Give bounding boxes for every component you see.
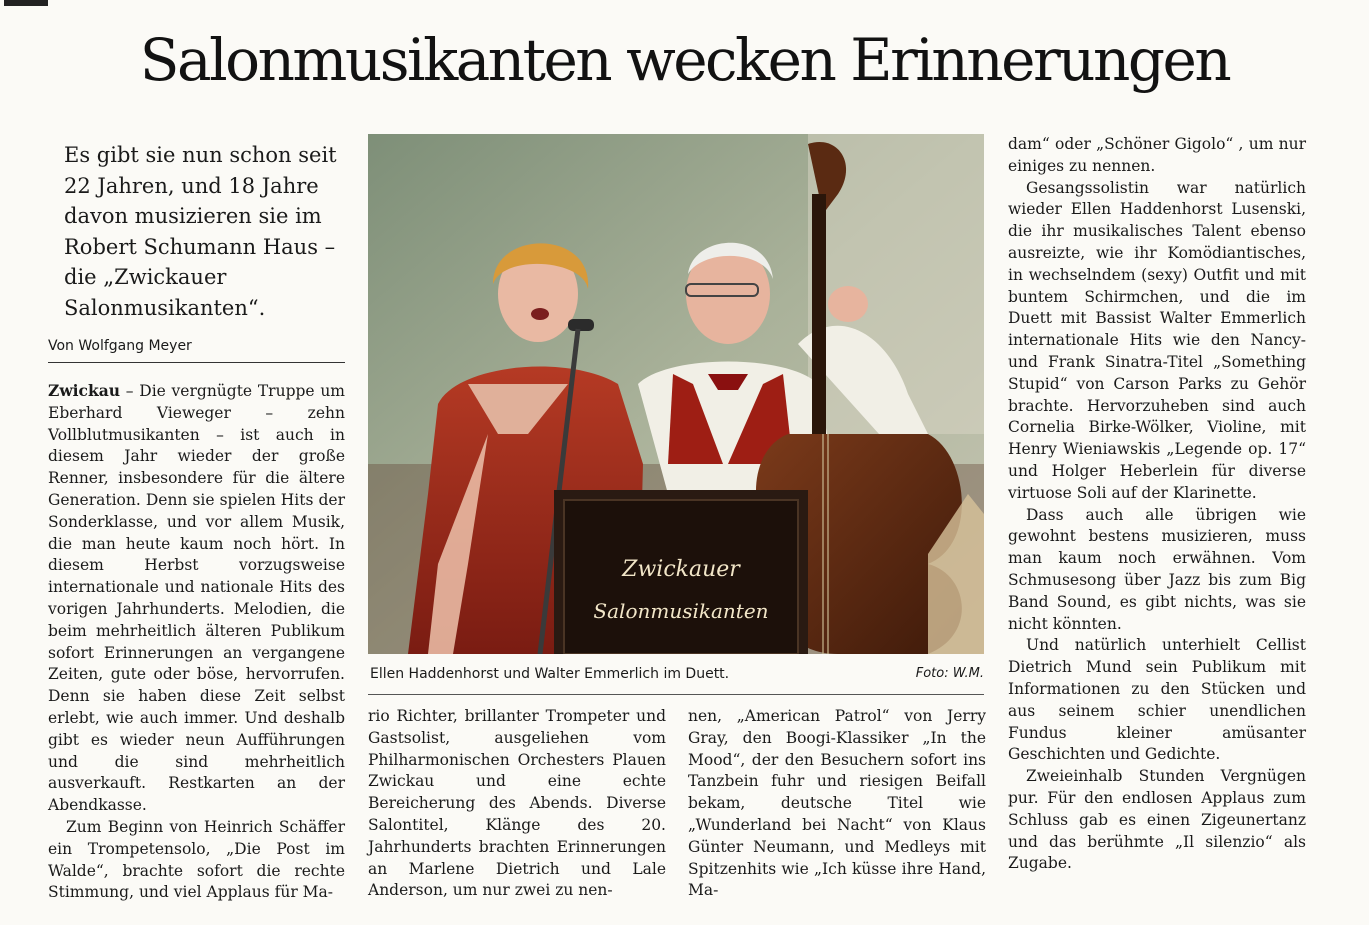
stand-lettering-line-2: Salonmusikanten (593, 599, 769, 623)
dateline: Zwickau (48, 381, 121, 400)
column-1-paragraph-2: Zum Beginn von Heinrich Schäffer ein Trompetensolo, „Die Post im Walde“, brachte sofort die rechte Stimmung, und viel Applaus für Ma- (48, 817, 345, 902)
column-3 (688, 706, 986, 902)
column-3-paragraph: nen, „American Patrol“ von Jerry Gray, den Boogi-Klassiker „In the Mood“, der den Besuchern sofort ins Tanzbein fuhr und riesigen Beifall bekam, deutsche Titel wie „Wunderland bei Nacht“ von Klaus Günter Neumann, und Medleys mit Spitzenhits wie „Ich küsse ihre Hand, Ma- (688, 707, 986, 900)
column-4-paragraph-3: Dass auch alle übrigen wie gewohnt bestens musizieren, muss man kaum noch erwähnen. Vom Schmusesong über Jazz bis zum Big Band Sound, es gibt nichts, was sie nicht könnten. (1008, 505, 1306, 633)
photo-credit: Foto: W.M. (915, 666, 984, 681)
column-4-paragraph-2: Gesangssolistin war natürlich wieder Ellen Haddenhorst Lusenski, die ihr musikalisches Talent ebenso ausreizte, wie ihr Komödiantisches, in wechselndem (sexy) Outfit und mit buntem Schirmchen, und die im Duett mit Bassist Walter Emmerlich internationale Hits wie den Nancy- und Frank Sinatra-Titel „Something Stupid“ von Carson Parks zu Gehör brachte. Hervorzuheben sind auch Cornelia Birke-Wölker, Violine, mit Henry Wieniawskis „Legende op. 17“ und Holger Heberlein für diverse virtuose Soli auf der Klarinette. (1008, 178, 1306, 502)
lead-paragraph: Es gibt sie nun schon seit 22 Jahren, und 18 Jahre davon musizieren sie im Robert Schumann Haus – die „Zwickauer Salonmusikanten“. (64, 143, 337, 320)
concert-photo (368, 134, 984, 654)
column-2-paragraph: rio Richter, brillanter Trompeter und Gastsolist, ausgeliehen vom Philharmonischen Orchesters Plauen Zwickau und eine echte Bereicherung des Abends. Diverse Salontitel, Klänge des 20. Jahrhunderts brachten Erinnerungen an Marlene Dietrich und Lale Anderson, um nur zwei zu nen- (368, 707, 666, 900)
column-1 (48, 380, 345, 904)
column-1-text-1: – Die vergnügte Truppe um Eberhard Vieweger – zehn Vollblutmusikanten – ist auch in diesem Jahr wieder der große Renner, insbesondere für die ältere Generation. Denn sie spielen Hits der Sonderklasse, und vor allem Musik, die man heute kaum noch hört. In diesem Herbst vorzugsweise internationale und nationale Hits des vorigen Jahrhunderts. Melodien, die beim mehrheitlich älteren Publikum sofort Erinnerungen an vergangene Zeiten, gute oder böse, hervorrufen. Denn sie haben diese Zeit selbst erlebt, wie auch immer. Und deshalb gibt es wieder neun Aufführungen und die sind mehrheitlich ausverkauft. Restkarten an der Abendkasse. (48, 382, 345, 815)
column-4 (1008, 134, 1306, 875)
column-1-paragraph-1 (48, 380, 345, 817)
column-4-paragraph-4: Und natürlich unterhielt Cellist Dietrich Mund sein Publikum mit Informationen zu den Stücken und aus seinem schier unendlichen Fundus kleiner amüsanter Geschichten und Gedichte. (1008, 636, 1306, 764)
column-4-paragraph-5: Zweieinhalb Stunden Vergnügen pur. Für den endlosen Applaus zum Schluss gab es einen Zigeunertanz und das berühmte „Il silenzio“ als Zugabe. (1008, 767, 1306, 873)
column-2 (368, 706, 666, 902)
caption-rule (368, 694, 984, 695)
headline: Salonmusikanten wecken Erinnerungen (139, 26, 1230, 94)
byline: Von Wolfgang Meyer (48, 336, 345, 363)
concert-photo-illustration (368, 134, 984, 654)
photo-caption: Ellen Haddenhorst und Walter Emmerlich im Duett. (370, 666, 730, 682)
corner-mark (4, 0, 48, 6)
stand-lettering-line-1: Zwickauer (622, 557, 740, 582)
column-4-paragraph-1: dam“ oder „Schöner Gigolo“ , um nur einiges zu nennen. (1008, 135, 1306, 175)
